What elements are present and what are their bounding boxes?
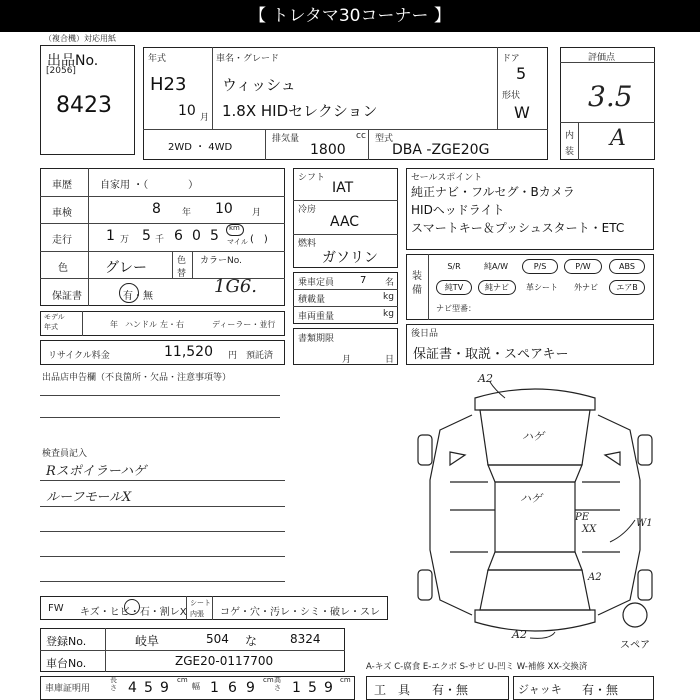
fw-label: FW — [48, 603, 64, 614]
sales-point-2: HIDヘッドライト — [411, 203, 505, 217]
mileage-digit-1: 6 — [174, 228, 183, 244]
mark-xx: XX — [582, 524, 597, 535]
model-label: 型式 — [375, 134, 394, 144]
registration-label: 登録No. — [46, 635, 87, 648]
later-items-label: 後日品 — [411, 329, 439, 339]
mileage-digit-2: 0 — [192, 228, 201, 244]
inspector-note-2: ルーフモールX — [46, 490, 132, 505]
cert-width-unit: cm — [263, 676, 274, 684]
registration-kana: な — [245, 634, 258, 648]
chassis-value: ZGE20-0117700 — [175, 654, 274, 668]
fw-text: キズ・ヒビ・石・割レX — [80, 607, 187, 618]
cert-length-1: 4 — [128, 680, 137, 696]
displacement-unit: cc — [356, 131, 366, 141]
seat-text: コゲ・穴・汚レ・シミ・破レ・スレ — [220, 607, 380, 618]
equipment-label: 装 備 — [412, 271, 422, 296]
jack-label: ジャッキ — [518, 683, 562, 696]
cert-width-label: 幅 — [192, 682, 200, 691]
later-items-value: 保証書・取説・スペアキー — [413, 347, 569, 362]
mileage-label: 走行 — [52, 235, 72, 246]
score-label: 評価点 — [588, 53, 616, 63]
mileage-man-unit: 万 — [120, 235, 130, 245]
model-year-label-1: モデル — [44, 313, 65, 321]
seat-label-2: 内張 — [190, 610, 204, 618]
model-value: DBA -ZGE20G — [392, 142, 490, 158]
equip-abs: ABS — [609, 259, 645, 274]
interior-label-1: 内 — [565, 131, 575, 141]
interior-value: A — [610, 126, 626, 151]
inspector-note-1: Rスポイラーハゲ — [46, 464, 147, 479]
aircon-value: AAC — [330, 214, 360, 230]
lot-stamp: [2056] — [46, 66, 76, 76]
warranty-value: 有・無 — [123, 291, 153, 302]
load-label: 積載量 — [298, 295, 326, 305]
registration-place: 岐阜 — [135, 634, 160, 648]
mileage-sen-unit: 千 — [155, 235, 165, 245]
cert-width-3: 9 — [246, 680, 255, 696]
title-banner: 【 トレタマ30コーナー 】 — [0, 0, 700, 32]
mileage-km-unit: km — [229, 224, 240, 232]
registration-number: 8324 — [290, 632, 321, 646]
recycle-label: リサイクル料金 — [48, 351, 110, 361]
registration-class: 504 — [206, 632, 229, 646]
mileage-sen: 5 — [142, 228, 151, 244]
shape-label: 形状 — [502, 91, 521, 101]
weight-unit: kg — [383, 309, 394, 319]
shape-value: W — [514, 103, 530, 122]
mark-hage-hood: ハゲ — [522, 430, 544, 443]
car-name: ウィッシュ — [222, 76, 296, 94]
shaken-year-unit: 年 — [182, 208, 192, 218]
sales-points-label: セールスポイント — [411, 173, 483, 183]
car-grade: 1.8X HIDセレクション — [222, 102, 378, 120]
mark-a2-right: A2 — [588, 572, 602, 583]
year-label: 年式 — [148, 54, 167, 64]
equip-airbag: エアB — [609, 280, 645, 295]
load-unit: kg — [383, 292, 394, 302]
aircon-label: 冷房 — [298, 205, 317, 215]
doors-label: ドア — [502, 54, 520, 64]
seat-label-1: シート — [190, 599, 211, 607]
seller-notes-label: 出品店申告欄（不良箇所・欠品・注意事項等） — [42, 373, 232, 383]
top-note: （複合機）対応用紙 — [44, 34, 116, 43]
cert-height-label: 高さ — [274, 676, 281, 692]
cert-height-3: 9 — [324, 680, 333, 696]
mileage-paren: ( ) — [250, 234, 268, 245]
color-label: 色 — [58, 263, 68, 274]
lot-number: 8423 — [56, 93, 112, 118]
model-year-label-2: 年式 — [44, 323, 58, 331]
year-month-unit: 月 — [200, 113, 210, 123]
handle-label: ハンドル — [125, 320, 157, 329]
shaken-month-unit: 月 — [252, 208, 262, 218]
cert-width-1: 1 — [210, 680, 219, 696]
color-code: 1G6. — [214, 276, 258, 297]
recycle-unit: 円 — [228, 351, 238, 361]
color-code-label: カラーNo. — [200, 256, 242, 266]
fw-stone-circle — [124, 599, 140, 615]
capacity-unit: 名 — [385, 278, 395, 288]
equip-navi: 純ナビ — [478, 280, 516, 295]
capacity-label: 乗車定員 — [298, 278, 335, 288]
recycle-deposit: 預託済 — [246, 351, 274, 361]
cert-length-label: 長さ — [110, 676, 117, 692]
cert-length-2: 5 — [144, 680, 153, 696]
mark-w1: W1 — [636, 518, 653, 529]
shaken-label: 車検 — [52, 208, 72, 219]
equip-pw: P/W — [564, 259, 602, 274]
year-month: 10 — [178, 103, 196, 119]
doc-deadline-day: 日 — [385, 355, 395, 365]
tools-value: 有・無 — [432, 683, 469, 697]
jack-value: 有・無 — [582, 683, 619, 697]
lot-label: 出品No. — [47, 53, 99, 69]
displacement-label: 排気量 — [272, 134, 300, 144]
score-value: 3.5 — [588, 80, 633, 113]
car-name-label: 車名・グレード — [216, 54, 280, 64]
mileage-mile-unit: マイル — [227, 238, 248, 246]
color-change-label-2: 替 — [177, 269, 187, 279]
history-label: 車歴 — [52, 180, 72, 191]
mark-a2-top: A2 — [478, 372, 493, 385]
displacement-value: 1800 — [310, 142, 346, 158]
interior-label-2: 装 — [565, 147, 575, 157]
equip-tv: 純TV — [436, 280, 472, 295]
equip-sr: S/R — [447, 262, 461, 271]
drive-type: 2WD ・ 4WD — [168, 142, 233, 153]
weight-label: 車両重量 — [298, 312, 335, 322]
recycle-value: 11,520 — [164, 344, 213, 360]
cert-width-2: 6 — [228, 680, 237, 696]
color-value: グレー — [105, 260, 147, 276]
history-value: 自家用 ・（ ） — [100, 180, 199, 191]
year-era: H23 — [150, 74, 187, 95]
garage-cert-label: 車庫証明用 — [45, 684, 91, 694]
cert-length-unit: cm — [177, 676, 188, 684]
capacity-value: 7 — [360, 275, 367, 286]
cert-height-1: 1 — [292, 680, 301, 696]
sales-point-3: スマートキー＆プッシュスタート・ETC — [411, 221, 625, 235]
dealer-parallel: ディーラー・並行 — [212, 320, 276, 329]
model-year-unit: 年 — [110, 320, 118, 329]
shift-label: シフト — [298, 173, 326, 183]
chassis-label: 車台No. — [46, 657, 87, 670]
cert-height-2: 5 — [308, 680, 317, 696]
mileage-man: 1 — [106, 228, 115, 244]
doc-deadline-month: 月 — [342, 355, 352, 365]
fuel-label: 燃料 — [298, 239, 317, 249]
mark-a2-bottom: A2 — [512, 628, 527, 641]
handle-lr: 左・右 — [160, 320, 184, 329]
warranty-yes-circle — [119, 283, 139, 303]
spare-label: スペア — [620, 640, 650, 651]
equip-leather: 革シート — [526, 283, 558, 292]
doors-value: 5 — [516, 64, 527, 83]
inspector-label: 検査員記入 — [42, 449, 88, 459]
doc-deadline-label: 書類期限 — [298, 334, 335, 344]
cert-length-3: 9 — [160, 680, 169, 696]
equip-ext-navi: 外ナビ — [574, 283, 598, 292]
equip-aw: 純A/W — [483, 262, 509, 271]
navi-model-label: ナビ型番： — [436, 304, 476, 313]
shaken-year: 8 — [152, 201, 161, 217]
mileage-digit-3: 5 — [210, 228, 219, 244]
cert-height-unit: cm — [340, 676, 351, 684]
equip-ps: P/S — [522, 259, 558, 274]
car-damage-diagram — [410, 370, 660, 660]
sales-point-1: 純正ナビ・フルセグ・Bカメラ — [411, 185, 575, 199]
mark-hage-roof: ハゲ — [520, 492, 542, 505]
shaken-month: 10 — [215, 201, 233, 217]
damage-legend: A-キズ C-腐食 E-エクボ S-サビ U-凹ミ W-補修 XX-交換済 — [366, 662, 588, 672]
mark-pe: PE — [575, 512, 590, 523]
color-change-label-1: 色 — [177, 256, 187, 266]
fuel-value: ガソリン — [322, 250, 378, 266]
warranty-label: 保証書 — [52, 291, 82, 302]
shift-value: IAT — [332, 180, 354, 196]
tools-label: 工 具 — [374, 683, 411, 697]
